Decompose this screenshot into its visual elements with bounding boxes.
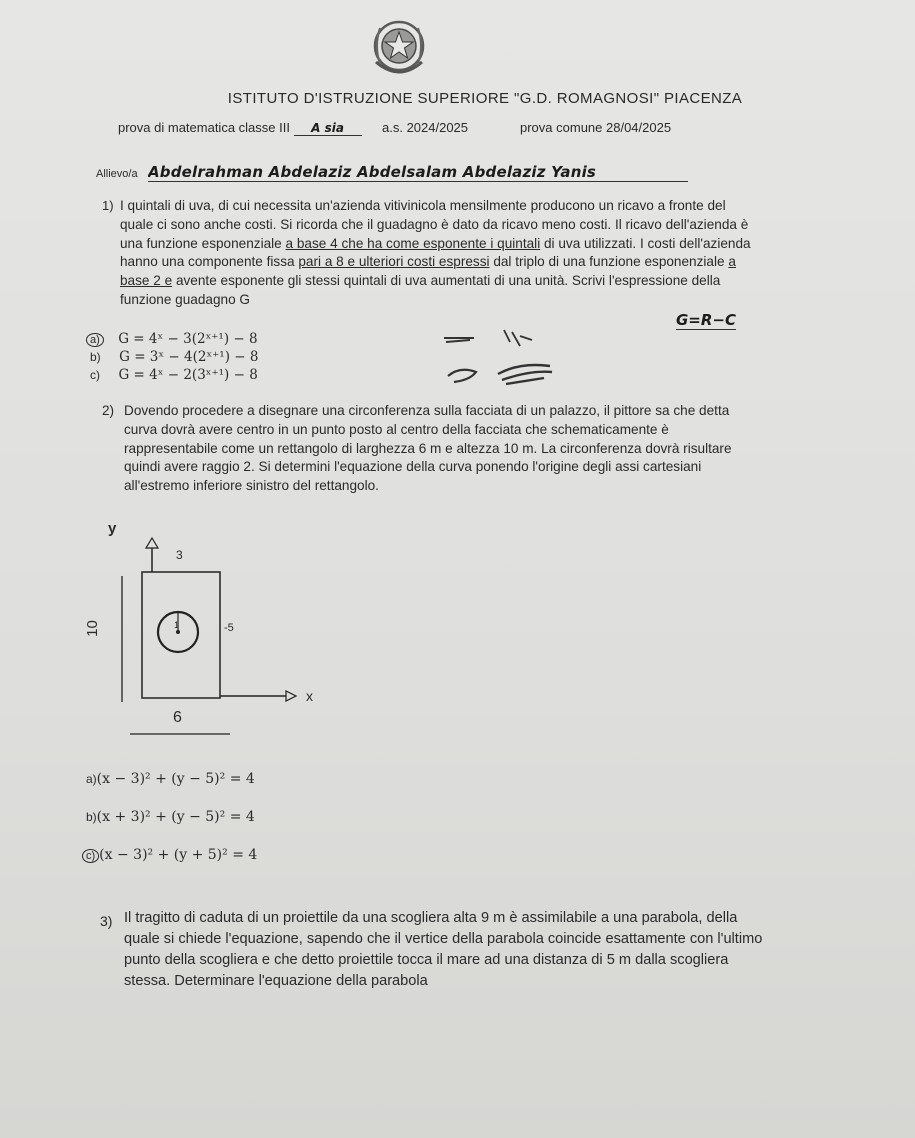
q2-option-b-expr: (x + 3)² + (y − 5)² = 4	[96, 809, 255, 825]
q2-number: 2)	[102, 403, 115, 418]
q1-text-part1: I quintali di uva, di cui necessita un'azienda vitivinicola mensilmente producono un ricavo a fronte del quale ci sono anche costi. Si ricorda che il guadagno è dato da ricavo meno costi. Il ricavo dell'azienda è una funzione esponenziale	[120, 198, 749, 251]
q1-underlined-8: pari a 8 e ulteriori costi espressi	[298, 254, 490, 270]
fig-width-label: 6	[173, 709, 182, 726]
q1-option-c-label: c)	[90, 368, 100, 382]
fig-radius-mark: 1	[174, 620, 180, 630]
q1-option-c[interactable]	[90, 366, 258, 384]
q1-option-c-expr: G = 4ˣ − 2(3ˣ⁺¹) − 8	[118, 367, 258, 383]
q1-text-part3: dal triplo di una funzione esponenziale	[493, 254, 725, 270]
test-line	[118, 120, 362, 136]
q1-text-part4: avente esponente gli stessi quintali di uva aumentati di una unità. Scrivi l'espressione della funzione guadagno G	[120, 273, 721, 307]
q2-option-c-expr: (x − 3)² + (y + 5)² = 4	[99, 847, 258, 863]
student-label: Allievo/a	[96, 168, 138, 180]
q2-option-a-label: a)	[86, 772, 97, 786]
facade-diagram	[100, 520, 330, 745]
q1-margin-note: G=R−C	[676, 311, 737, 329]
republic-emblem-icon	[368, 16, 430, 80]
q1-option-b[interactable]	[90, 348, 258, 366]
q1-number: 1)	[102, 198, 114, 213]
q3-number: 3)	[100, 913, 113, 929]
q2-option-b-label: b)	[86, 810, 97, 824]
q2-option-a[interactable]	[86, 770, 255, 788]
q2-option-a-expr: (x − 3)² + (y − 5)² = 4	[96, 771, 255, 787]
fig-height-label: 10	[83, 620, 101, 637]
scribbles-drawing	[440, 322, 620, 394]
school-name: ISTITUTO D'ISTRUZIONE SUPERIORE "G.D. ROMAGNOSI" PIACENZA	[227, 90, 743, 107]
school-year: a.s. 2024/2025	[382, 120, 469, 135]
fig-top-mark: 3	[176, 548, 183, 562]
q1-option-a-expr: G = 4ˣ − 3(2ˣ⁺¹) − 8	[118, 331, 258, 347]
q2-text: Dovendo procedere a disegnare una circonferenza sulla facciata di un palazzo, il pittore sa che detta curva dovrà avere centro in un punto posto al centro della facciata che schematicamente è rappresentabile come un rettangolo di larghezza 6 m e altezza 10 m. La circonferenza dovrà risultare quindi avere raggio 2. Si determini l'equazione della curva ponendo l'origine degli assi cartesiani all'estremo inferiore sinistro del rettangolo.	[124, 403, 732, 494]
q1-option-a[interactable]	[86, 330, 258, 348]
q1-option-b-label: b)	[90, 350, 101, 364]
q2-option-b[interactable]	[86, 808, 255, 826]
common-test-date: prova comune 28/04/2025	[520, 120, 672, 135]
q3-text: Il tragitto di caduta di un proiettile da una scogliera alta 9 m è assimilabile a una parabola, della quale si chiede l'equazione, sapendo che il vertice della parabola coincide esattamente con l'ultimo punto della scogliera e che detto proiettile tocca il mare ad una distanza di 5 m dalla scogliera stessa. Determinare l'equazione della parabola	[124, 910, 763, 989]
q2-option-c-label: c)	[82, 849, 99, 863]
fig-x-label: x	[306, 688, 313, 704]
student-name-handwritten: Abdelrahman Abdelaziz Abdelsalam Abdelaziz Yanis	[148, 163, 688, 182]
q1-text-part2: di uva utilizzati. I costi dell'azienda hanno una componente fissa	[120, 235, 751, 270]
q1-text	[120, 197, 760, 310]
q1-underlined-base4: a base 4 che ha come esponente i quintali	[285, 235, 541, 251]
q1-underlined-base2: a base 2 e	[120, 254, 736, 289]
q1-option-b-expr: G = 3ˣ − 4(2ˣ⁺¹) − 8	[119, 349, 259, 365]
fig-side-mark: -5	[224, 622, 234, 634]
q1-option-a-label: a)	[86, 333, 104, 347]
q2-option-c[interactable]	[82, 846, 257, 864]
fig-y-label: y	[108, 520, 117, 537]
class-handwritten: A sia	[311, 121, 344, 135]
test-line-prefix: prova di matematica classe III	[118, 120, 290, 135]
